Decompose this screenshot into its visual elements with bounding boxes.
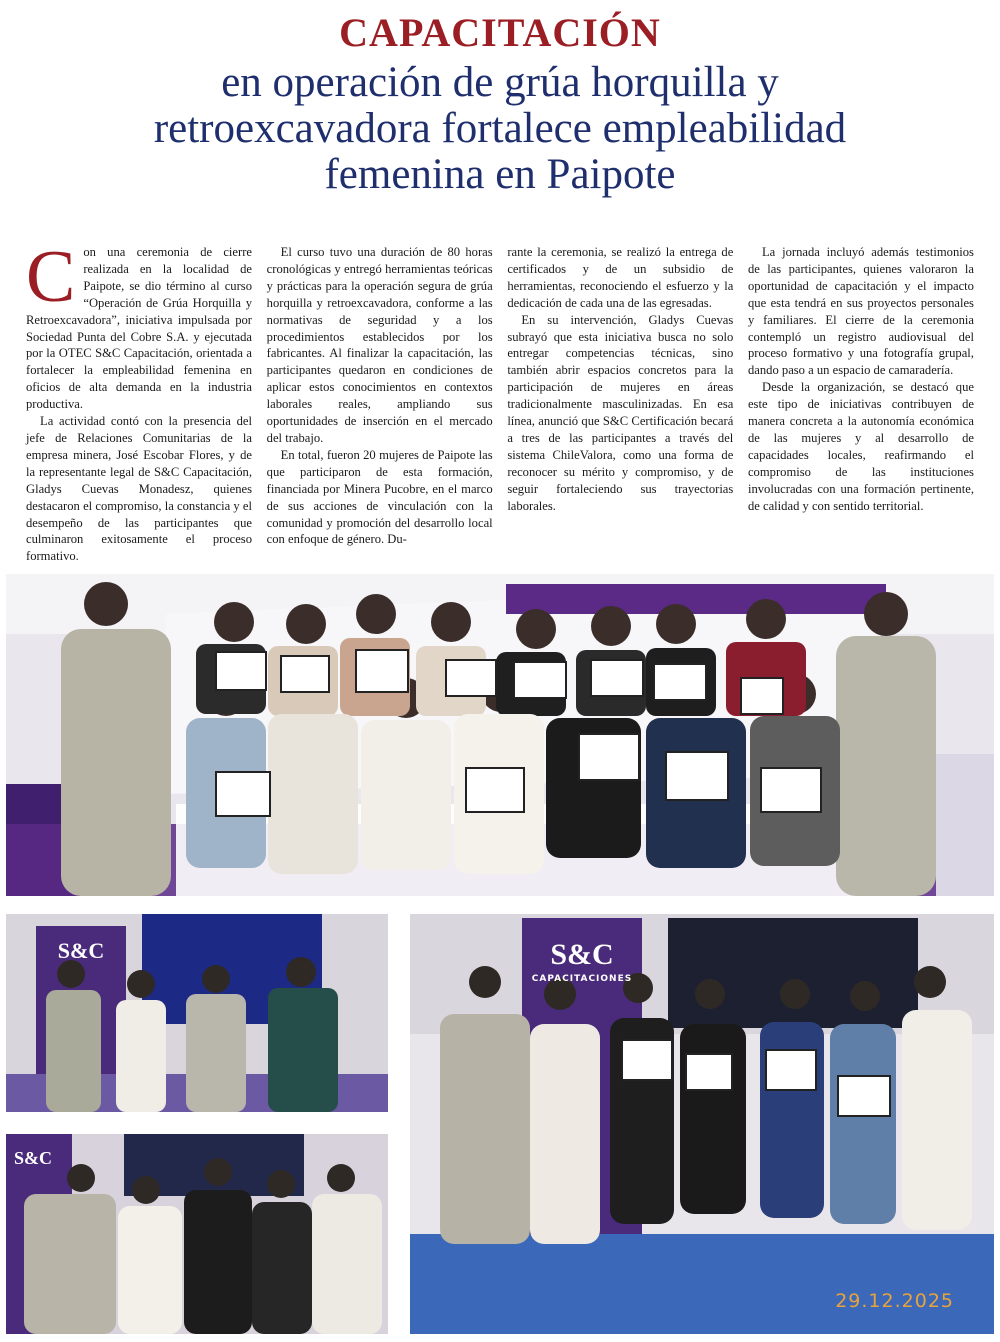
paragraph: En su intervención, Gladys Cuevas subrayó que esta iniciativa busca no solo entregar competencias técnicas, sino también abrir espacios concretos para la participación de mujeres en áreas tradicionalmente masculinizadas. En esa línea, anunció que S&C Certificación becará a tres de las participantes a través del sistema ChileValora, como una forma de reconocer su mérito y compromiso, y de seguir fortaleciendo sus trayectorias laborales.	[507, 312, 734, 513]
title-line-2: retroexcavadora fortalece empleabilidad	[153, 105, 847, 152]
paragraph: Desde la organización, se destacó que este tipo de iniciativas contribuyen de manera concreta a la autonomía económica de las mujeres y al desarrollo de capacidades locales, reafirmando el compromiso de las instituciones involucradas con una formación pertinente, de calidad y con sentido territorial.	[747, 380, 974, 513]
title-line-3: femenina en Paipote	[324, 151, 676, 198]
photo-small-group	[6, 1134, 388, 1334]
paragraph	[26, 236, 252, 413]
article-column-3	[507, 244, 733, 544]
headline-kicker: CAPACITACIÓN	[339, 10, 661, 55]
paragraph: La jornada incluyó además testimonios de las participantes, quienes valoraron la oportunidad de capacitación y el impacto que esta tendrá en sus proyectos personales y familiares. El cierre de la ceremonia contempló un registro audiovisual del proceso formativo y una fotografía grupal, dando paso a un espacio de camaradería.	[747, 245, 974, 378]
group-photo	[6, 574, 994, 896]
sign-logo-text: S&C	[13, 1148, 52, 1168]
article-column-2	[266, 244, 493, 547]
drop-cap: C	[26, 236, 76, 318]
photo-certificates-group	[410, 914, 994, 1334]
headline-title	[0, 60, 1000, 198]
paragraph-text: on una ceremonia de cierre realizada en la localidad de Paipote, se dio término al curso “Operación de Grúa Horquilla y Retroexcavadora”, iniciativa impulsada por Sociedad Punta del Cobre S.A. y ejecutada por la OTEC S&C Capacitación, orientada a fortalecer la empleabilidad femenina en oficios de alta demanda en la industria productiva.	[26, 245, 252, 412]
photo-officials	[6, 914, 388, 1112]
sign-logo-text: S&C	[57, 938, 105, 963]
sc-logo-sign-small	[10, 1148, 56, 1169]
sc-logo-sign-large	[528, 938, 636, 984]
sc-logo-sign	[46, 938, 116, 964]
title-line-1: en operación de grúa horquilla y	[221, 59, 779, 106]
paragraph: La actividad contó con la presencia del jefe de Relaciones Comunitarias de la empresa minera, José Escobar Flores, y de la representante legal de S&C Capacitación, Gladys Cuevas Monadesz, quienes destacaron el compromiso, la constancia y el desempeño de las participantes que culminaron exitosamente el proceso formativo.	[26, 414, 252, 564]
photo-small-group-image	[6, 1134, 388, 1334]
paragraph: El curso tuvo una duración de 80 horas cronológicas y entregó herramientas teóricas y prácticas para la operación segura de grúa horquilla y retroexcavadora, conforme a las normativas de seguridad y a los procedimientos establecidos por los fabricantes. Al finalizar la capacitación, las participantes quedaron en condiciones de aplicar estos conocimientos en contextos laborales reales, ampliando sus oportunidades de inserción en el mercado del trabajo.	[266, 245, 493, 445]
headline	[0, 8, 1000, 198]
article-column-4	[748, 244, 974, 544]
sign-logo-text: S&C	[550, 938, 614, 971]
group-photo-image	[6, 574, 994, 896]
paragraph: En total, fueron 20 mujeres de Paipote las que participaron de esta formación, financiada por Minera Pucobre, en el marco de sus acciones de vinculación con la comunidad y promoción del desarrollo local con enfoque de género. Du-	[266, 447, 493, 547]
article-column-1	[26, 236, 252, 564]
photo-certificates-group-image	[410, 914, 994, 1334]
paragraph: rante la ceremonia, se realizó la entrega de certificados y de un subsidio de herramientas, reconociendo el esfuerzo y la dedicación de cada una de las egresadas.	[507, 245, 734, 310]
sign-subtitle: CAPACITACIONES	[531, 974, 633, 984]
photo-date-stamp: 29.12.2025	[835, 1290, 954, 1312]
article-body	[26, 236, 974, 564]
